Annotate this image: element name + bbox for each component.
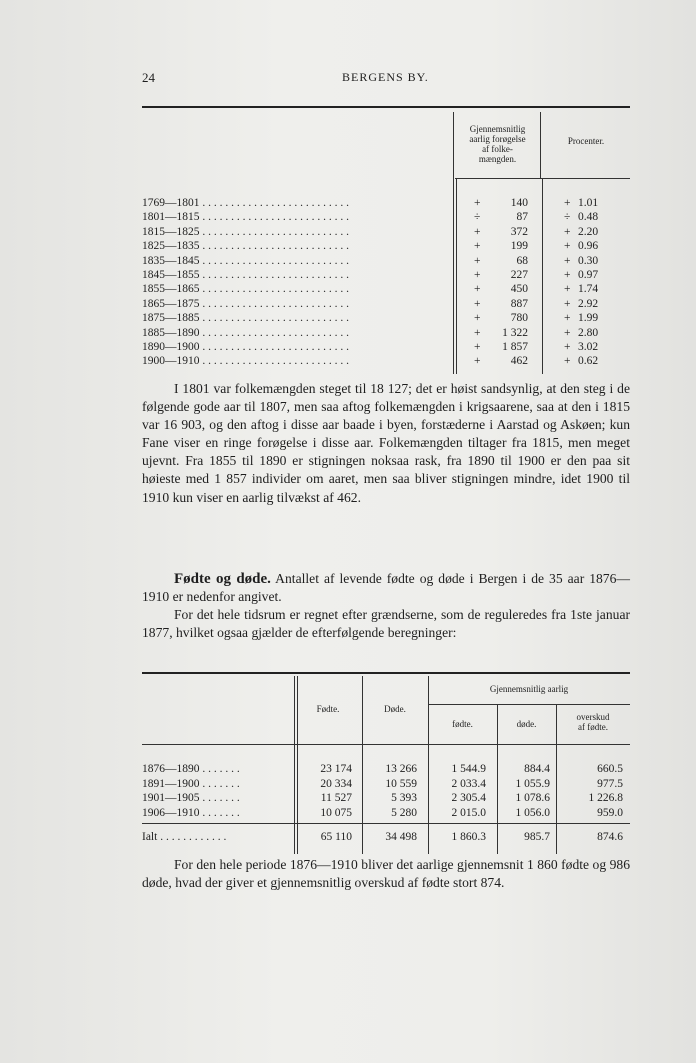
sign-cell: + <box>474 254 481 267</box>
percent-cell: 0.48 <box>578 211 599 224</box>
sign-cell: + <box>474 240 481 253</box>
sign-cell: + <box>564 326 571 339</box>
sign-cell: + <box>474 225 481 238</box>
table-row <box>142 225 630 239</box>
period-cell: 1845—1855 . . . . . . . . . . . . . . . . . . . . . . . . . . <box>142 268 349 281</box>
dode-cell: 5 280 <box>391 806 417 819</box>
avg-fodte-cell: 2 015.0 <box>451 806 486 819</box>
column-header-overskud <box>556 712 630 732</box>
sign-cell: + <box>564 268 571 281</box>
avg-fodte-cell: 1 544.9 <box>451 763 486 775</box>
page-number: 24 <box>142 70 155 85</box>
growth-cell: 1 857 <box>502 340 528 353</box>
dode-cell: 34 498 <box>385 831 417 843</box>
sign-cell: + <box>564 254 571 267</box>
percent-cell: 2.92 <box>578 297 599 310</box>
fodte-cell: 10 075 <box>320 806 352 819</box>
overskud-cell: 874.6 <box>597 831 623 843</box>
sign-cell: ÷ <box>564 211 571 224</box>
paragraph-births-deaths <box>142 570 630 606</box>
growth-cell: 887 <box>510 297 528 310</box>
sign-cell: + <box>564 340 571 353</box>
avg-dode-cell: 1 078.6 <box>515 792 550 804</box>
sign-cell: + <box>564 355 571 368</box>
sign-cell: + <box>564 312 571 325</box>
period-cell: 1890—1900 . . . . . . . . . . . . . . . . . . . . . . . . . . <box>142 340 349 353</box>
header-line: aarlig forøgelse <box>469 134 526 144</box>
fodte-cell: 23 174 <box>320 763 352 775</box>
header-rule <box>455 178 630 179</box>
sign-cell: + <box>564 240 571 253</box>
period-cell: 1825—1835 . . . . . . . . . . . . . . . . . . . . . . . . . . <box>142 240 349 253</box>
table-row <box>142 354 630 368</box>
growth-cell: 87 <box>516 211 528 224</box>
period-cell: 1769—1801 . . . . . . . . . . . . . . . . . . . . . . . . . . <box>142 197 349 209</box>
column-header-avg-dode: døde. <box>516 719 537 729</box>
avg-dode-cell: 1 056.0 <box>515 806 550 819</box>
sign-cell: + <box>474 268 481 281</box>
header-line: overskud <box>576 712 610 722</box>
percent-cell: 0.96 <box>578 240 599 253</box>
avg-dode-cell: 985.7 <box>524 831 550 843</box>
sign-cell: + <box>474 326 481 339</box>
header-rule <box>142 744 630 745</box>
growth-cell: 227 <box>510 268 528 281</box>
percent-cell: 0.62 <box>578 355 599 368</box>
avg-fodte-cell: 2 305.4 <box>451 792 486 804</box>
overskud-cell: 1 226.8 <box>588 792 623 804</box>
avg-dode-cell: 884.4 <box>524 763 550 775</box>
percent-cell: 0.97 <box>578 268 599 281</box>
column-header-percent: Procenter. <box>567 136 605 146</box>
sign-cell: + <box>474 297 481 310</box>
total-row <box>142 830 630 845</box>
sign-cell: + <box>564 297 571 310</box>
period-cell: 1901—1905 . . . . . . . <box>142 792 240 804</box>
period-cell: 1815—1825 . . . . . . . . . . . . . . . . . . . . . . . . . . <box>142 225 349 238</box>
dode-cell: 5 393 <box>391 792 417 804</box>
dode-cell: 10 559 <box>385 777 417 790</box>
growth-cell: 68 <box>516 254 528 267</box>
fodte-cell: 20 334 <box>320 777 352 790</box>
table-row <box>142 282 630 296</box>
paragraph-summary: For den hele periode 1876—1910 bliver det aarlige gjennemsnit 1 860 fødte og 986 døde, hvad der giver et gjennemsnitlig overskud af fødte stort 874. <box>142 857 630 891</box>
running-head: BERGENS BY. <box>342 70 429 84</box>
sign-cell: + <box>474 283 481 296</box>
table-row <box>142 268 630 282</box>
avg-fodte-cell: 2 033.4 <box>451 777 486 790</box>
percent-cell: 0.30 <box>578 254 599 267</box>
paragraph-text: Antallet af levende fødte og døde i Bergen i de 35 aar 1876—1910 er nedenfor angivet. <box>142 571 630 605</box>
header-line: Gjennemsnitlig <box>469 124 526 134</box>
table-row <box>142 210 630 224</box>
overskud-cell: 959.0 <box>597 806 623 819</box>
percent-cell: 1.99 <box>578 312 599 325</box>
percent-cell: 3.02 <box>578 340 599 353</box>
period-cell: 1865—1875 . . . . . . . . . . . . . . . . . . . . . . . . . . <box>142 297 349 310</box>
column-header-fodte: Fødte. <box>316 704 340 714</box>
section-heading: Fødte og døde. <box>174 571 271 587</box>
table-row <box>142 791 630 806</box>
sign-cell: + <box>474 340 481 353</box>
table-row <box>142 196 630 210</box>
table-body <box>142 196 630 369</box>
period-cell: 1891—1900 . . . . . . . <box>142 777 240 790</box>
period-cell: 1875—1885 . . . . . . . . . . . . . . . . . . . . . . . . . . <box>142 312 349 325</box>
table-row <box>142 762 630 777</box>
table-row <box>142 311 630 325</box>
period-cell: 1906—1910 . . . . . . . <box>142 806 240 819</box>
total-rule <box>142 823 630 824</box>
percent-cell: 1.01 <box>578 197 599 209</box>
period-cell: 1835—1845 . . . . . . . . . . . . . . . . . . . . . . . . . . <box>142 254 349 267</box>
sign-cell: ÷ <box>474 211 481 224</box>
growth-cell: 450 <box>510 283 528 296</box>
population-growth-table <box>142 108 630 374</box>
table-row <box>142 806 630 821</box>
period-cell: 1885—1890 . . . . . . . . . . . . . . . . . . . . . . . . . . <box>142 326 349 339</box>
avg-dode-cell: 1 055.9 <box>515 777 550 790</box>
sign-cell: + <box>474 355 481 368</box>
table-row <box>142 777 630 792</box>
table-row <box>142 326 630 340</box>
births-deaths-table <box>142 674 630 854</box>
growth-cell: 780 <box>510 312 528 325</box>
sign-cell: + <box>474 312 481 325</box>
period-cell: Ialt . . . . . . . . . . . . <box>142 831 227 843</box>
header-rule <box>428 704 630 705</box>
sign-cell: + <box>474 197 481 209</box>
avg-fodte-cell: 1 860.3 <box>451 831 486 843</box>
percent-cell: 1.74 <box>578 283 599 296</box>
growth-cell: 462 <box>510 355 528 368</box>
period-cell: 1876—1890 . . . . . . . <box>142 763 240 775</box>
header-line: mængden. <box>478 154 517 164</box>
table-row <box>142 297 630 311</box>
column-header-avg-fodte: fødte. <box>452 719 473 729</box>
overskud-cell: 660.5 <box>597 763 623 775</box>
table-row <box>142 239 630 253</box>
column-group-header: Gjennemsnitlig aarlig <box>489 684 569 694</box>
page-header <box>142 70 630 90</box>
percent-cell: 2.80 <box>578 326 599 339</box>
sign-cell: + <box>564 283 571 296</box>
column-header-growth <box>455 112 541 178</box>
header-line: af folke- <box>482 144 513 154</box>
paragraph-population: I 1801 var folkemængden steget til 18 127; det er høist sandsynlig, at den steg i de følgende gode aar til 1807, men saa aftog folkemængden i krigsaarene, saa at den i 1815 var 16 903, og den aftog i disse aar baade i byen, forstæderne i Aarstad og Askøen; kun Fane viser en ringe forøgelse i disse aar. Folkemængden tiltager fra 1815, men meget ujevnt. Fra 1855 til 1890 er stigningen noksaa rask, fra 1890 til 1900 er den paa sit høieste med 1 857 individer om aaret, men saa bliver stigningen mindre, idet 1900 til 1910 kun viser en aarlig tilvækst af 462. <box>142 381 630 505</box>
percent-cell: 2.20 <box>578 225 599 238</box>
growth-cell: 199 <box>510 240 528 253</box>
dode-cell: 13 266 <box>385 763 417 775</box>
growth-cell: 1 322 <box>502 326 528 339</box>
column-header-dode: Døde. <box>384 704 406 714</box>
header-line: af fødte. <box>578 722 608 732</box>
growth-cell: 140 <box>510 197 528 209</box>
fodte-cell: 11 527 <box>320 792 352 804</box>
sign-cell: + <box>564 197 571 209</box>
paragraph-boundaries: For det hele tidsrum er regnet efter grændserne, som de reguleredes fra 1ste januar 1877, hvilket ogsaa gjælder de efterfølgende beregninger: <box>142 607 630 641</box>
growth-cell: 372 <box>510 225 528 238</box>
period-cell: 1900—1910 . . . . . . . . . . . . . . . . . . . . . . . . . . <box>142 355 349 368</box>
table-row <box>142 254 630 268</box>
period-cell: 1801—1815 . . . . . . . . . . . . . . . . . . . . . . . . . . <box>142 211 349 224</box>
table-row <box>142 340 630 354</box>
period-cell: 1855—1865 . . . . . . . . . . . . . . . . . . . . . . . . . . <box>142 283 349 296</box>
overskud-cell: 977.5 <box>597 777 623 790</box>
sign-cell: + <box>564 225 571 238</box>
fodte-cell: 65 110 <box>320 831 352 843</box>
